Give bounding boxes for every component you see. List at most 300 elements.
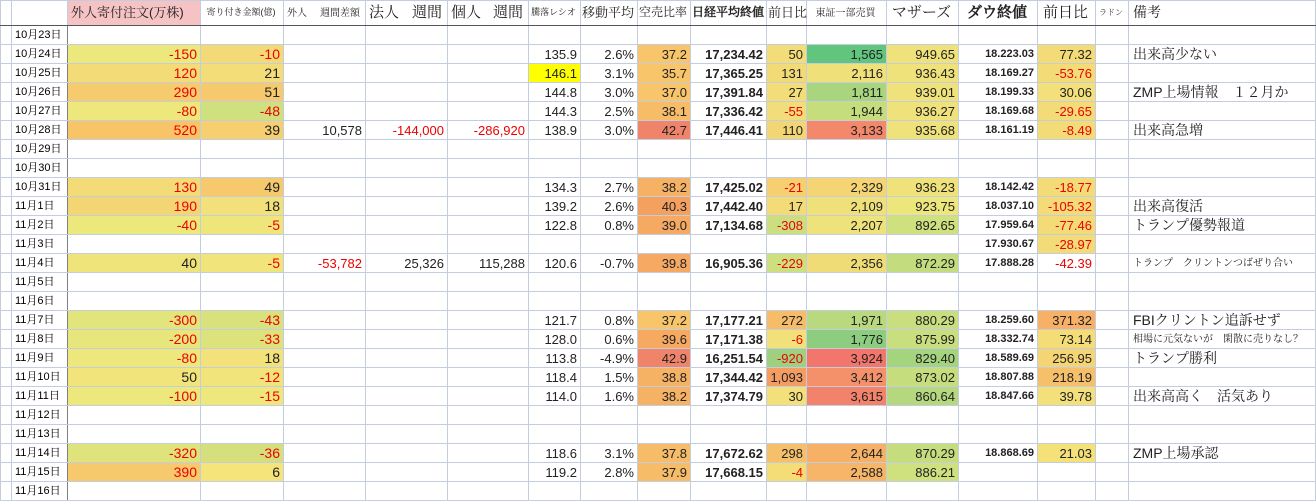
cell-nikkei-close[interactable]: 17,171.38 [691,330,767,349]
cell-corporate-weekly[interactable] [366,216,448,235]
cell-dow-close[interactable]: 18.037.10 [959,197,1038,216]
cell-updown-ratio[interactable] [529,482,581,501]
cell-nikkei-close[interactable]: 17,668.15 [691,463,767,482]
cell-foreign-weekly[interactable] [284,159,366,178]
cell-dow-change[interactable] [1038,273,1096,292]
cell-radon[interactable] [1096,406,1129,425]
cell-moving-average[interactable]: 2.5% [581,102,638,121]
date-cell[interactable]: 10月31日 [12,178,68,197]
cell-tse1-volume[interactable] [807,292,887,311]
cell-opening-amount[interactable]: 49 [201,178,284,197]
cell-opening-amount[interactable]: -48 [201,102,284,121]
cell-mothers-index[interactable]: 939.01 [887,83,959,102]
cell-updown-ratio[interactable]: 118.4 [529,368,581,387]
cell-moving-average[interactable]: 3.1% [581,64,638,83]
cell-foreign-weekly[interactable] [284,463,366,482]
cell-radon[interactable] [1096,349,1129,368]
cell-foreign-open-orders[interactable]: -320 [68,444,201,463]
gutter-cell[interactable] [1,197,12,216]
cell-remarks[interactable]: 出来高少ない [1129,45,1316,64]
cell-remarks[interactable] [1129,235,1316,254]
cell-updown-ratio[interactable]: 139.2 [529,197,581,216]
cell-moving-average[interactable] [581,425,638,444]
cell-short-ratio[interactable]: 39.0 [638,216,691,235]
cell-nikkei-change[interactable] [767,159,807,178]
cell-corporate-weekly[interactable] [366,197,448,216]
cell-foreign-open-orders[interactable]: 190 [68,197,201,216]
cell-tse1-volume[interactable]: 2,116 [807,64,887,83]
cell-remarks[interactable]: トランプ クリントンつばぜり合い [1129,254,1316,273]
cell-opening-amount[interactable]: 39 [201,121,284,140]
cell-dow-change[interactable]: 371.32 [1038,311,1096,330]
cell-moving-average[interactable]: 0.8% [581,216,638,235]
cell-tse1-volume[interactable]: 1,944 [807,102,887,121]
cell-dow-change[interactable] [1038,140,1096,159]
cell-moving-average[interactable]: 2.7% [581,178,638,197]
cell-nikkei-change[interactable]: -21 [767,178,807,197]
cell-remarks[interactable]: ZMP上場承認 [1129,444,1316,463]
cell-foreign-weekly[interactable]: 10,578 [284,121,366,140]
cell-individual-weekly[interactable] [448,64,529,83]
cell-radon[interactable] [1096,64,1129,83]
gutter-cell[interactable] [1,121,12,140]
cell-nikkei-change[interactable]: -229 [767,254,807,273]
col-header-short-ratio[interactable]: 空売比率 [638,1,691,26]
cell-mothers-index[interactable] [887,26,959,45]
cell-foreign-open-orders[interactable]: -80 [68,102,201,121]
cell-tse1-volume[interactable]: 1,971 [807,311,887,330]
cell-individual-weekly[interactable] [448,463,529,482]
cell-nikkei-close[interactable] [691,273,767,292]
cell-corporate-weekly[interactable] [366,235,448,254]
cell-dow-close[interactable] [959,26,1038,45]
cell-individual-weekly[interactable]: 115,288 [448,254,529,273]
cell-foreign-open-orders[interactable]: -100 [68,387,201,406]
cell-nikkei-close[interactable] [691,425,767,444]
cell-remarks[interactable] [1129,64,1316,83]
cell-nikkei-close[interactable]: 17,234.42 [691,45,767,64]
cell-foreign-open-orders[interactable]: 120 [68,64,201,83]
cell-remarks[interactable] [1129,178,1316,197]
gutter-cell[interactable] [1,140,12,159]
cell-dow-change[interactable]: -18.77 [1038,178,1096,197]
cell-dow-change[interactable]: -53.76 [1038,64,1096,83]
cell-nikkei-close[interactable] [691,235,767,254]
cell-short-ratio[interactable]: 39.8 [638,254,691,273]
cell-corporate-weekly[interactable] [366,444,448,463]
cell-corporate-weekly[interactable] [366,406,448,425]
date-cell[interactable]: 10月30日 [12,159,68,178]
cell-remarks[interactable]: 出来高復活 [1129,197,1316,216]
date-cell[interactable]: 10月29日 [12,140,68,159]
cell-individual-weekly[interactable] [448,45,529,64]
cell-radon[interactable] [1096,102,1129,121]
cell-mothers-index[interactable] [887,159,959,178]
cell-moving-average[interactable] [581,482,638,501]
cell-corporate-weekly[interactable] [366,140,448,159]
cell-foreign-open-orders[interactable] [68,482,201,501]
cell-corporate-weekly[interactable] [366,368,448,387]
cell-nikkei-change[interactable] [767,406,807,425]
cell-individual-weekly[interactable] [448,349,529,368]
cell-opening-amount[interactable]: -43 [201,311,284,330]
cell-radon[interactable] [1096,425,1129,444]
gutter-cell[interactable] [1,425,12,444]
gutter-cell[interactable] [1,349,12,368]
col-header-radon[interactable]: ラドン [1096,1,1129,26]
cell-individual-weekly[interactable] [448,216,529,235]
gutter-cell[interactable] [1,387,12,406]
cell-mothers-index[interactable] [887,273,959,292]
cell-remarks[interactable]: 出来高高く 活気あり [1129,387,1316,406]
gutter-cell[interactable] [1,64,12,83]
cell-individual-weekly[interactable] [448,102,529,121]
cell-moving-average[interactable]: -4.9% [581,349,638,368]
cell-opening-amount[interactable] [201,26,284,45]
cell-updown-ratio[interactable] [529,26,581,45]
cell-nikkei-change[interactable]: -6 [767,330,807,349]
cell-corporate-weekly[interactable] [366,425,448,444]
cell-corporate-weekly[interactable] [366,349,448,368]
cell-foreign-weekly[interactable] [284,216,366,235]
cell-nikkei-change[interactable]: -308 [767,216,807,235]
date-cell[interactable]: 11月15日 [12,463,68,482]
cell-mothers-index[interactable]: 936.23 [887,178,959,197]
cell-radon[interactable] [1096,159,1129,178]
gutter-cell[interactable] [1,368,12,387]
cell-foreign-weekly[interactable] [284,140,366,159]
cell-foreign-open-orders[interactable]: -300 [68,311,201,330]
cell-dow-change[interactable]: -28.97 [1038,235,1096,254]
gutter-cell[interactable] [1,216,12,235]
cell-moving-average[interactable]: 3.0% [581,121,638,140]
cell-corporate-weekly[interactable] [366,482,448,501]
cell-opening-amount[interactable]: -5 [201,216,284,235]
cell-mothers-index[interactable]: 949.65 [887,45,959,64]
cell-short-ratio[interactable] [638,140,691,159]
cell-opening-amount[interactable]: -12 [201,368,284,387]
cell-foreign-weekly[interactable] [284,330,366,349]
cell-short-ratio[interactable]: 38.2 [638,387,691,406]
cell-updown-ratio[interactable]: 144.3 [529,102,581,121]
cell-individual-weekly[interactable] [448,482,529,501]
cell-dow-change[interactable] [1038,482,1096,501]
cell-updown-ratio[interactable] [529,425,581,444]
cell-mothers-index[interactable]: 892.65 [887,216,959,235]
cell-short-ratio[interactable]: 37.0 [638,83,691,102]
cell-dow-close[interactable]: 17.888.28 [959,254,1038,273]
cell-individual-weekly[interactable] [448,273,529,292]
cell-opening-amount[interactable] [201,273,284,292]
cell-moving-average[interactable]: -0.7% [581,254,638,273]
cell-tse1-volume[interactable]: 3,924 [807,349,887,368]
cell-dow-close[interactable]: 17.930.67 [959,235,1038,254]
cell-foreign-weekly[interactable] [284,406,366,425]
cell-dow-change[interactable]: -8.49 [1038,121,1096,140]
cell-opening-amount[interactable] [201,159,284,178]
cell-mothers-index[interactable]: 935.68 [887,121,959,140]
cell-short-ratio[interactable] [638,292,691,311]
cell-nikkei-close[interactable] [691,482,767,501]
col-header-foreign-open-orders[interactable]: 外人寄付注文(万株) [68,1,201,26]
cell-nikkei-change[interactable]: 30 [767,387,807,406]
cell-individual-weekly[interactable] [448,425,529,444]
cell-dow-close[interactable] [959,292,1038,311]
cell-updown-ratio[interactable] [529,406,581,425]
cell-dow-change[interactable]: -42.39 [1038,254,1096,273]
gutter-header-cell[interactable] [1,1,12,26]
cell-foreign-weekly[interactable] [284,197,366,216]
cell-remarks[interactable]: 出来高急増 [1129,121,1316,140]
cell-opening-amount[interactable]: 6 [201,463,284,482]
gutter-cell[interactable] [1,273,12,292]
cell-nikkei-close[interactable]: 17,391.84 [691,83,767,102]
cell-opening-amount[interactable]: 18 [201,349,284,368]
cell-foreign-weekly[interactable] [284,83,366,102]
cell-nikkei-change[interactable] [767,425,807,444]
cell-updown-ratio[interactable]: 122.8 [529,216,581,235]
cell-tse1-volume[interactable] [807,140,887,159]
cell-individual-weekly[interactable] [448,178,529,197]
col-header-individual-weekly[interactable] [448,1,529,26]
cell-foreign-weekly[interactable] [284,273,366,292]
date-cell[interactable]: 11月8日 [12,330,68,349]
cell-foreign-open-orders[interactable] [68,159,201,178]
cell-mothers-index[interactable]: 860.64 [887,387,959,406]
col-header-tse1-volume[interactable]: 東証一部売買 [807,1,887,26]
cell-updown-ratio[interactable] [529,273,581,292]
cell-remarks[interactable] [1129,140,1316,159]
cell-radon[interactable] [1096,121,1129,140]
cell-radon[interactable] [1096,387,1129,406]
cell-radon[interactable] [1096,235,1129,254]
cell-radon[interactable] [1096,292,1129,311]
cell-updown-ratio[interactable] [529,159,581,178]
cell-radon[interactable] [1096,444,1129,463]
cell-foreign-open-orders[interactable] [68,406,201,425]
cell-foreign-open-orders[interactable]: 520 [68,121,201,140]
cell-dow-change[interactable]: -105.32 [1038,197,1096,216]
cell-individual-weekly[interactable] [448,387,529,406]
cell-mothers-index[interactable]: 872.29 [887,254,959,273]
cell-updown-ratio[interactable]: 119.2 [529,463,581,482]
cell-short-ratio[interactable] [638,406,691,425]
cell-dow-close[interactable]: 18.199.33 [959,83,1038,102]
cell-corporate-weekly[interactable]: -144,000 [366,121,448,140]
cell-opening-amount[interactable]: -33 [201,330,284,349]
cell-nikkei-close[interactable] [691,26,767,45]
cell-foreign-open-orders[interactable]: -80 [68,349,201,368]
cell-foreign-open-orders[interactable]: 290 [68,83,201,102]
cell-nikkei-change[interactable]: -55 [767,102,807,121]
gutter-cell[interactable] [1,26,12,45]
gutter-cell[interactable] [1,330,12,349]
cell-short-ratio[interactable] [638,159,691,178]
cell-dow-close[interactable]: 18.142.42 [959,178,1038,197]
cell-updown-ratio[interactable]: 121.7 [529,311,581,330]
cell-nikkei-close[interactable]: 16,251.54 [691,349,767,368]
gutter-cell[interactable] [1,254,12,273]
date-cell[interactable]: 11月4日 [12,254,68,273]
col-header-opening-amount[interactable]: 寄り付き金額(億) [201,1,284,26]
cell-dow-close[interactable]: 17.959.64 [959,216,1038,235]
cell-nikkei-change[interactable]: 272 [767,311,807,330]
cell-corporate-weekly[interactable] [366,26,448,45]
cell-nikkei-change[interactable]: 110 [767,121,807,140]
cell-mothers-index[interactable] [887,140,959,159]
cell-remarks[interactable] [1129,482,1316,501]
cell-short-ratio[interactable]: 42.9 [638,349,691,368]
date-cell[interactable]: 11月7日 [12,311,68,330]
cell-individual-weekly[interactable] [448,235,529,254]
cell-mothers-index[interactable] [887,235,959,254]
cell-tse1-volume[interactable]: 3,133 [807,121,887,140]
col-header-dow-change[interactable]: 前日比 [1038,1,1096,26]
cell-tse1-volume[interactable]: 1,776 [807,330,887,349]
gutter-cell[interactable] [1,45,12,64]
cell-radon[interactable] [1096,83,1129,102]
date-cell[interactable]: 11月10日 [12,368,68,387]
cell-individual-weekly[interactable]: -286,920 [448,121,529,140]
cell-moving-average[interactable] [581,159,638,178]
cell-tse1-volume[interactable] [807,235,887,254]
cell-radon[interactable] [1096,197,1129,216]
cell-moving-average[interactable]: 1.5% [581,368,638,387]
cell-corporate-weekly[interactable] [366,311,448,330]
cell-moving-average[interactable]: 1.6% [581,387,638,406]
cell-mothers-index[interactable]: 936.43 [887,64,959,83]
cell-tse1-volume[interactable]: 1,565 [807,45,887,64]
cell-updown-ratio[interactable]: 113.8 [529,349,581,368]
cell-dow-change[interactable] [1038,406,1096,425]
cell-dow-change[interactable]: 39.78 [1038,387,1096,406]
cell-radon[interactable] [1096,178,1129,197]
date-cell[interactable]: 11月6日 [12,292,68,311]
cell-updown-ratio[interactable]: 120.6 [529,254,581,273]
cell-foreign-weekly[interactable] [284,425,366,444]
cell-nikkei-change[interactable]: 27 [767,83,807,102]
col-header-dow-close[interactable]: ダウ終値 [959,1,1038,26]
gutter-cell[interactable] [1,235,12,254]
cell-tse1-volume[interactable] [807,159,887,178]
cell-short-ratio[interactable] [638,26,691,45]
cell-short-ratio[interactable]: 37.8 [638,444,691,463]
cell-short-ratio[interactable]: 37.9 [638,463,691,482]
cell-moving-average[interactable]: 0.8% [581,311,638,330]
cell-tse1-volume[interactable]: 3,412 [807,368,887,387]
cell-corporate-weekly[interactable] [366,178,448,197]
cell-tse1-volume[interactable]: 2,109 [807,197,887,216]
cell-tse1-volume[interactable] [807,26,887,45]
cell-dow-close[interactable]: 18.589.69 [959,349,1038,368]
col-header-mothers[interactable]: マザーズ [887,1,959,26]
cell-moving-average[interactable] [581,235,638,254]
cell-foreign-open-orders[interactable] [68,292,201,311]
cell-opening-amount[interactable] [201,235,284,254]
cell-tse1-volume[interactable] [807,482,887,501]
date-cell[interactable]: 11月2日 [12,216,68,235]
cell-dow-close[interactable]: 18.169.27 [959,64,1038,83]
cell-moving-average[interactable]: 2.6% [581,197,638,216]
date-cell[interactable]: 10月23日 [12,26,68,45]
cell-dow-change[interactable] [1038,425,1096,444]
cell-moving-average[interactable] [581,26,638,45]
cell-foreign-open-orders[interactable]: -40 [68,216,201,235]
cell-corporate-weekly[interactable] [366,273,448,292]
cell-radon[interactable] [1096,311,1129,330]
cell-foreign-open-orders[interactable] [68,273,201,292]
cell-foreign-open-orders[interactable]: -150 [68,45,201,64]
cell-nikkei-close[interactable] [691,159,767,178]
cell-corporate-weekly[interactable] [366,159,448,178]
col-header-moving-average[interactable]: 移動平均 [581,1,638,26]
cell-individual-weekly[interactable] [448,197,529,216]
gutter-cell[interactable] [1,178,12,197]
cell-short-ratio[interactable] [638,425,691,444]
cell-dow-close[interactable]: 18.169.68 [959,102,1038,121]
cell-individual-weekly[interactable] [448,368,529,387]
cell-individual-weekly[interactable] [448,311,529,330]
cell-short-ratio[interactable]: 35.7 [638,64,691,83]
gutter-cell[interactable] [1,463,12,482]
cell-remarks[interactable] [1129,368,1316,387]
cell-nikkei-change[interactable]: 1,093 [767,368,807,387]
cell-dow-close[interactable]: 18.259.60 [959,311,1038,330]
cell-corporate-weekly[interactable] [366,83,448,102]
cell-opening-amount[interactable]: 21 [201,64,284,83]
cell-radon[interactable] [1096,463,1129,482]
cell-moving-average[interactable]: 0.6% [581,330,638,349]
cell-nikkei-change[interactable] [767,140,807,159]
cell-dow-change[interactable] [1038,26,1096,45]
cell-foreign-weekly[interactable] [284,368,366,387]
cell-mothers-index[interactable]: 829.40 [887,349,959,368]
cell-short-ratio[interactable]: 38.2 [638,178,691,197]
date-header-cell[interactable] [12,1,68,26]
cell-remarks[interactable] [1129,159,1316,178]
cell-nikkei-change[interactable]: 298 [767,444,807,463]
cell-dow-close[interactable] [959,425,1038,444]
cell-individual-weekly[interactable] [448,159,529,178]
cell-nikkei-close[interactable]: 17,177.21 [691,311,767,330]
cell-short-ratio[interactable] [638,235,691,254]
cell-tse1-volume[interactable]: 1,811 [807,83,887,102]
cell-foreign-weekly[interactable] [284,292,366,311]
cell-nikkei-close[interactable]: 17,425.02 [691,178,767,197]
cell-dow-change[interactable]: 21.03 [1038,444,1096,463]
col-header-nikkei-change[interactable]: 前日比 [767,1,807,26]
cell-nikkei-change[interactable] [767,26,807,45]
gutter-cell[interactable] [1,444,12,463]
cell-dow-close[interactable] [959,463,1038,482]
cell-foreign-weekly[interactable] [284,311,366,330]
cell-moving-average[interactable] [581,406,638,425]
cell-foreign-open-orders[interactable] [68,26,201,45]
cell-short-ratio[interactable]: 40.3 [638,197,691,216]
cell-foreign-weekly[interactable] [284,64,366,83]
cell-nikkei-close[interactable] [691,292,767,311]
cell-updown-ratio[interactable]: 114.0 [529,387,581,406]
cell-individual-weekly[interactable] [448,83,529,102]
cell-individual-weekly[interactable] [448,140,529,159]
cell-short-ratio[interactable] [638,482,691,501]
cell-tse1-volume[interactable]: 2,644 [807,444,887,463]
cell-radon[interactable] [1096,26,1129,45]
cell-dow-close[interactable]: 18.807.88 [959,368,1038,387]
cell-tse1-volume[interactable]: 3,615 [807,387,887,406]
cell-short-ratio[interactable]: 39.6 [638,330,691,349]
cell-dow-close[interactable]: 18.868.69 [959,444,1038,463]
